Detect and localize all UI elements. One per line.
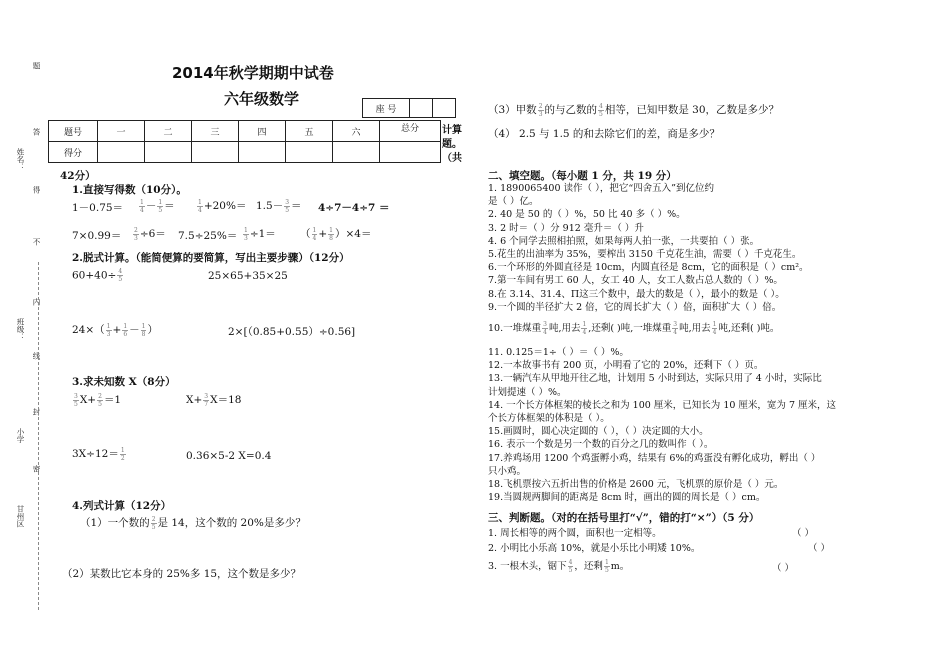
q2-item: 24×（ $\frac{1}{3}$ + $\frac{1}{6}$ － $\frac{1}{8}$ ） [72,322,158,338]
side-label: 封 [32,408,41,416]
fill-item: 1. 1890065400 读作（ ），把它“四舍五入”到亿位约 [488,183,715,194]
fill-title: 二、填空题。（每小题 1 分，共 19 分） [488,170,677,182]
score-header-cell: 五 [286,121,333,142]
name-field-label: 姓名： [16,148,25,171]
fill-item: 8.在 3.14、31.4、Π这三个数中，最大的数是（ ），最小的数是（ ）。 [488,288,785,300]
score-row-label: 得分 [49,142,98,163]
side-label: 得 [32,186,41,194]
score-header-cell: 题号 [49,121,98,142]
q1-item: （ $\frac{1}{4}$ + $\frac{1}{8}$ ）×4＝ [300,226,372,242]
score-cell[interactable] [239,142,286,163]
score-header-cell: 二 [145,121,192,142]
q1-title: 1.直接写得数（10分）。 [72,184,187,196]
side-label: 不 [32,238,41,246]
fill-list [488,182,809,314]
seat-number-box [362,98,456,118]
q1-item: 1.5－ $\frac{3}{5}$ ＝ [256,198,302,214]
side-label: 内 [32,298,41,306]
side-label: 题 [32,62,41,70]
exam-title: 2014年秋学期期中试卷 [172,64,334,82]
score-header-cell: 六 [333,121,380,142]
q1-item: 7.5÷25%＝ [178,230,238,242]
fill-item: 10.一堆煤重 $\frac{3}{4}$ 吨,用去 $\frac{1}{4}$ ,还剩( )吨,一堆煤重 $\frac{3}{4}$ 吨,用去 $\frac{1}{4}$ 吨,还剩( )吨。 [488,321,780,336]
fill-item: 14. 一个长方体框架的棱长之和为 100 厘米，已知长为 10 厘米，宽为 7 厘米，这 [488,399,837,411]
judge-answer-paren[interactable]: （ ） [808,543,831,554]
fill-item: 16. 表示一个数是另一个数的百分之几的数叫作（ ）。 [488,439,714,451]
fill-item: 7.第一车间有男工 60 人，女工 40 人，女工人数占总人数的（ ）%。 [488,275,783,287]
seal-line [38,262,39,610]
judge-item: 2. 小明比小乐高 10%，就是小乐比小明矮 10%。 [488,543,701,554]
q3-title: 3.求未知数 X（8分） [72,376,176,388]
fill-item: 19.当圆规两脚间的距离是 8cm 时，画出的圆的周长是（ ）cm。 [488,492,766,504]
seat-cell [410,99,433,118]
seat-label: 座 号 [363,99,410,118]
section1-tail: 42分） [60,170,96,182]
score-header-cell: 一 [98,121,145,142]
q2-item: 25×65+35×25 [208,270,288,282]
q1-item: $\frac{2}{3}$ ÷6＝ [134,226,166,242]
score-table [48,120,441,163]
fill-item: 18.飞机票按六五折出售的价格是 2600 元，飞机票的原价是（ ）元。 [488,479,784,491]
q2-item: 60+40÷ $\frac{4}{5}$ [72,268,123,283]
q3-item: 0.36×5-2 X=0.4 [186,450,272,462]
fill-item: 个长方体框架的体积是（ ）。 [488,413,610,425]
fill-item: 计划提速（ ）%。 [488,386,567,398]
score-cell[interactable] [380,142,441,163]
fill-item: 6.一个环形的外圆直径是 10cm，内圆直径是 8cm，它的面积是（ ）cm²。 [488,262,809,274]
q4-item: （1）一个数的 $\frac{2}{5}$ 是 14，这个数的 20%是多少？ [80,515,306,531]
q4-title: 4.列式计算（12分） [72,500,172,512]
fill-item: 11. 0.125＝1÷（ ）＝（ ）%。 [488,347,629,358]
score-cell[interactable] [286,142,333,163]
fill-item: 3. 2 时＝（ ）分 912 毫升＝（ ）升 [488,222,644,234]
judge-item: 1. 周长相等的两个圆，面积也一定相等。 [488,528,662,539]
side-label: 密 [32,465,41,473]
class-field-label: 班级： [16,318,25,341]
fill-item: 15.画圆时，圆心决定圆的（ ），（ ）决定圆的大小。 [488,426,709,438]
q2-item: 2×[（0.85+0.55）÷0.56] [228,326,356,338]
exam-subtitle: 六年级数学 [224,90,300,108]
fill-item: 是（ ）亿。 [488,196,539,208]
q1-item: 4÷7－4÷7 ＝ [318,202,390,214]
school-field-label: 小学 [16,428,25,443]
side-label: 线 [32,352,41,360]
seat-cell [433,99,456,118]
score-header-cell: 总分 [380,121,441,142]
fill-item: 4. 6 个同学去照相拍照，如果每两人拍一张，一共要拍（ ）张。 [488,235,760,247]
side-label: 答 [32,128,41,136]
fill-item: 2. 40 是 50 的（ ）%，50 比 40 多（ ）%。 [488,209,686,221]
fill-item: 17.养鸡场用 1200 个鸡蛋孵小鸡，结果有 6%的鸡蛋没有孵化成功，孵出（ ） [488,452,821,464]
score-cell[interactable] [192,142,239,163]
district-field-label: 甘州区 [16,505,25,528]
q1-item: $\frac{1}{4}$ +20%＝ [198,198,247,214]
q3-item: X+ $\frac{3}{7}$ X＝18 [186,392,242,408]
fill-list-2 [488,346,836,504]
q1-item: $\frac{1}{4}$ － $\frac{1}{5}$ ＝ [140,198,175,214]
q4-item: （3）甲数 $\frac{2}{3}$ 的与乙数的 $\frac{4}{5}$ 相等，已知甲数是 30，乙数是多少？ [488,102,780,118]
score-cell[interactable] [333,142,380,163]
q4-item: （2）某数比它本身的 25%多 15，这个数是多少？ [62,568,302,580]
judge-answer-paren[interactable]: （ ） [772,563,795,574]
score-header-cell: 三 [192,121,239,142]
judge-title: 三、判断题。（对的在括号里打“√”，错的打“×”）（5 分） [488,512,760,524]
score-header-cell: 四 [239,121,286,142]
fill-item: 13.一辆汽车从甲地开往乙地，计划用 5 小时到达，实际只用了 4 小时，实际比 [488,373,822,385]
q1-item: 7×0.99＝ [72,230,122,242]
fill-item: 只小鸡。 [488,465,527,477]
score-cell[interactable] [145,142,192,163]
q3-item: 3X÷12＝ $\frac{1}{2}$ [72,446,125,462]
judge-answer-paren[interactable]: （ ） [792,528,815,539]
fill-item: 9.一个圆的半径扩大 2 倍，它的周长扩大（ ）倍，面积扩大（ ）倍。 [488,301,782,313]
fill-item: 5.花生的出油率为 35%，要榨出 3150 千克花生油，需要（ ）千克花生。 [488,249,802,261]
score-cell[interactable] [98,142,145,163]
q1-item: $\frac{1}{3}$ ÷1＝ [244,226,276,242]
judge-item: 3. 一根木头，锯下 $\frac{4}{5}$ ，还剩 $\frac{1}{5}$ m。 [488,559,630,574]
q1-item: 1－0.75＝ [72,202,124,214]
section1-header: 计算题。（共 [442,125,462,164]
q3-item: $\frac{3}{5}$ X+ $\frac{2}{5}$ ＝1 [74,392,122,408]
fill-item: 12.一本故事书有 200 页，小明看了它的 20%，还剩下（ ）页。 [488,360,764,372]
q2-title: 2.脱式计算。（能简便算的要简算，写出主要步骤）（12分） [72,252,350,264]
q4-item: （4） 2.5 与 1.5 的和去除它们的差，商是多少？ [488,128,720,140]
